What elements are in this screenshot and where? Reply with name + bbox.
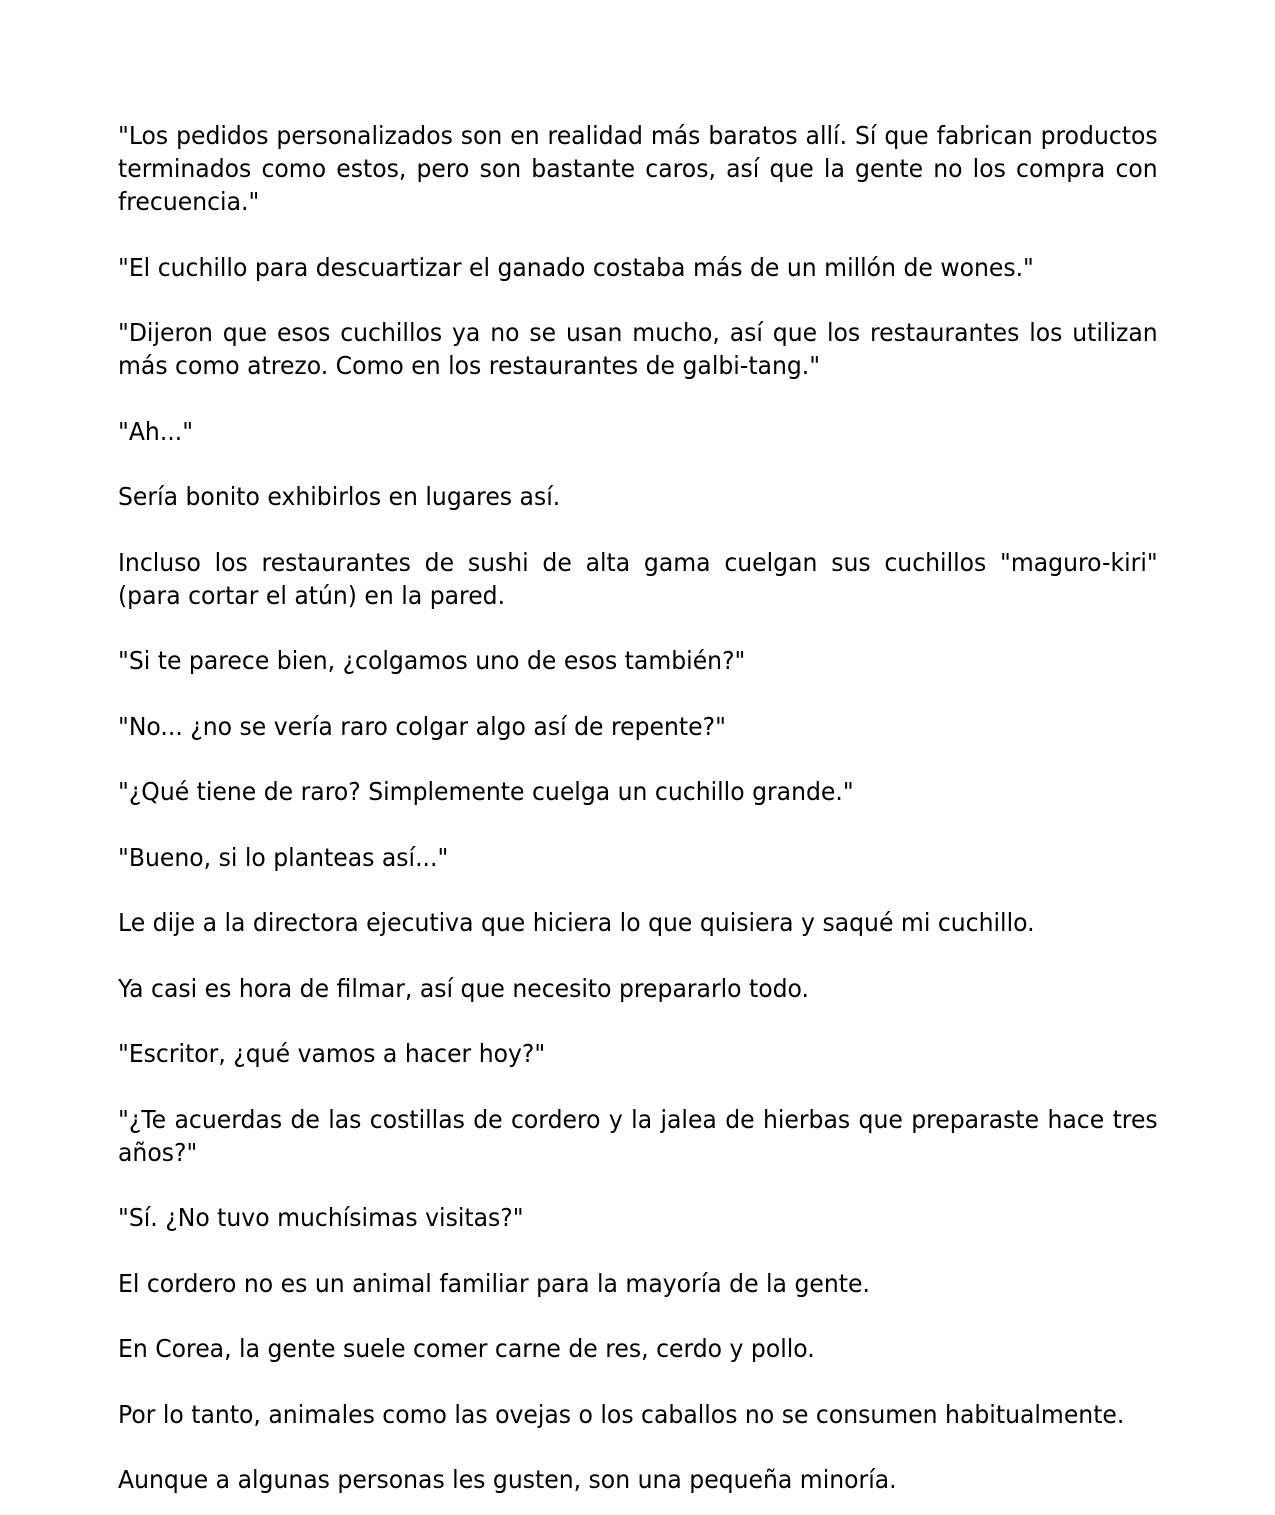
- paragraph: "El cuchillo para descuartizar el ganado costaba más de un millón de wones.": [118, 252, 1034, 282]
- paragraph: "Si te parece bien, ¿colgamos uno de esos también?": [118, 646, 746, 675]
- paragraph: "No... ¿no se vería raro colgar algo así de repente?": [118, 711, 726, 741]
- paragraph: Incluso los restaurantes de sushi de alta gama cuelgan sus cuchillos "maguro-kiri" (para cortar el atún) en la pared.: [118, 547, 1158, 610]
- paragraph: Le dije a la directora ejecutiva que hiciera lo que quisiera y saqué mi cuchillo.: [118, 908, 1035, 937]
- paragraph: Por lo tanto, animales como las ovejas o los caballos no se consumen habitualmente.: [118, 1399, 1125, 1429]
- paragraph: En Corea, la gente suele comer carne de res, cerdo y pollo.: [118, 1334, 815, 1363]
- paragraph: "Dijeron que esos cuchillos ya no se usan mucho, así que los restaurantes los utilizan más como atrezo. Como en los restaurantes de galbi-tang.": [118, 318, 1158, 380]
- paragraph: "Bueno, si lo planteas así...": [118, 842, 449, 872]
- paragraph: "¿Qué tiene de raro? Simplemente cuelga un cuchillo grande.": [118, 777, 854, 806]
- paragraph: "Escritor, ¿qué vamos a hacer hoy?": [118, 1039, 546, 1068]
- paragraph: Ya casi es hora de filmar, así que necesito prepararlo todo.: [118, 973, 810, 1003]
- paragraph: El cordero no es un animal familiar para la mayoría de la gente.: [118, 1268, 870, 1298]
- paragraph: "Los pedidos personalizados son en realidad más baratos allí. Sí que fabrican productos terminados como estos, pero son bastante caros, así que la gente no los compra con frecuencia.": [118, 121, 1158, 216]
- paragraph: "¿Te acuerdas de las costillas de cordero y la jalea de hierbas que preparaste hace tres años?": [118, 1104, 1158, 1167]
- paragraph: "Sí. ¿No tuvo muchísimas visitas?": [118, 1203, 524, 1232]
- paragraph: "Ah...": [118, 416, 194, 446]
- paragraph: Sería bonito exhibirlos en lugares así.: [118, 482, 561, 511]
- paragraph: Aunque a algunas personas les gusten, son una pequeña minoría.: [118, 1465, 897, 1494]
